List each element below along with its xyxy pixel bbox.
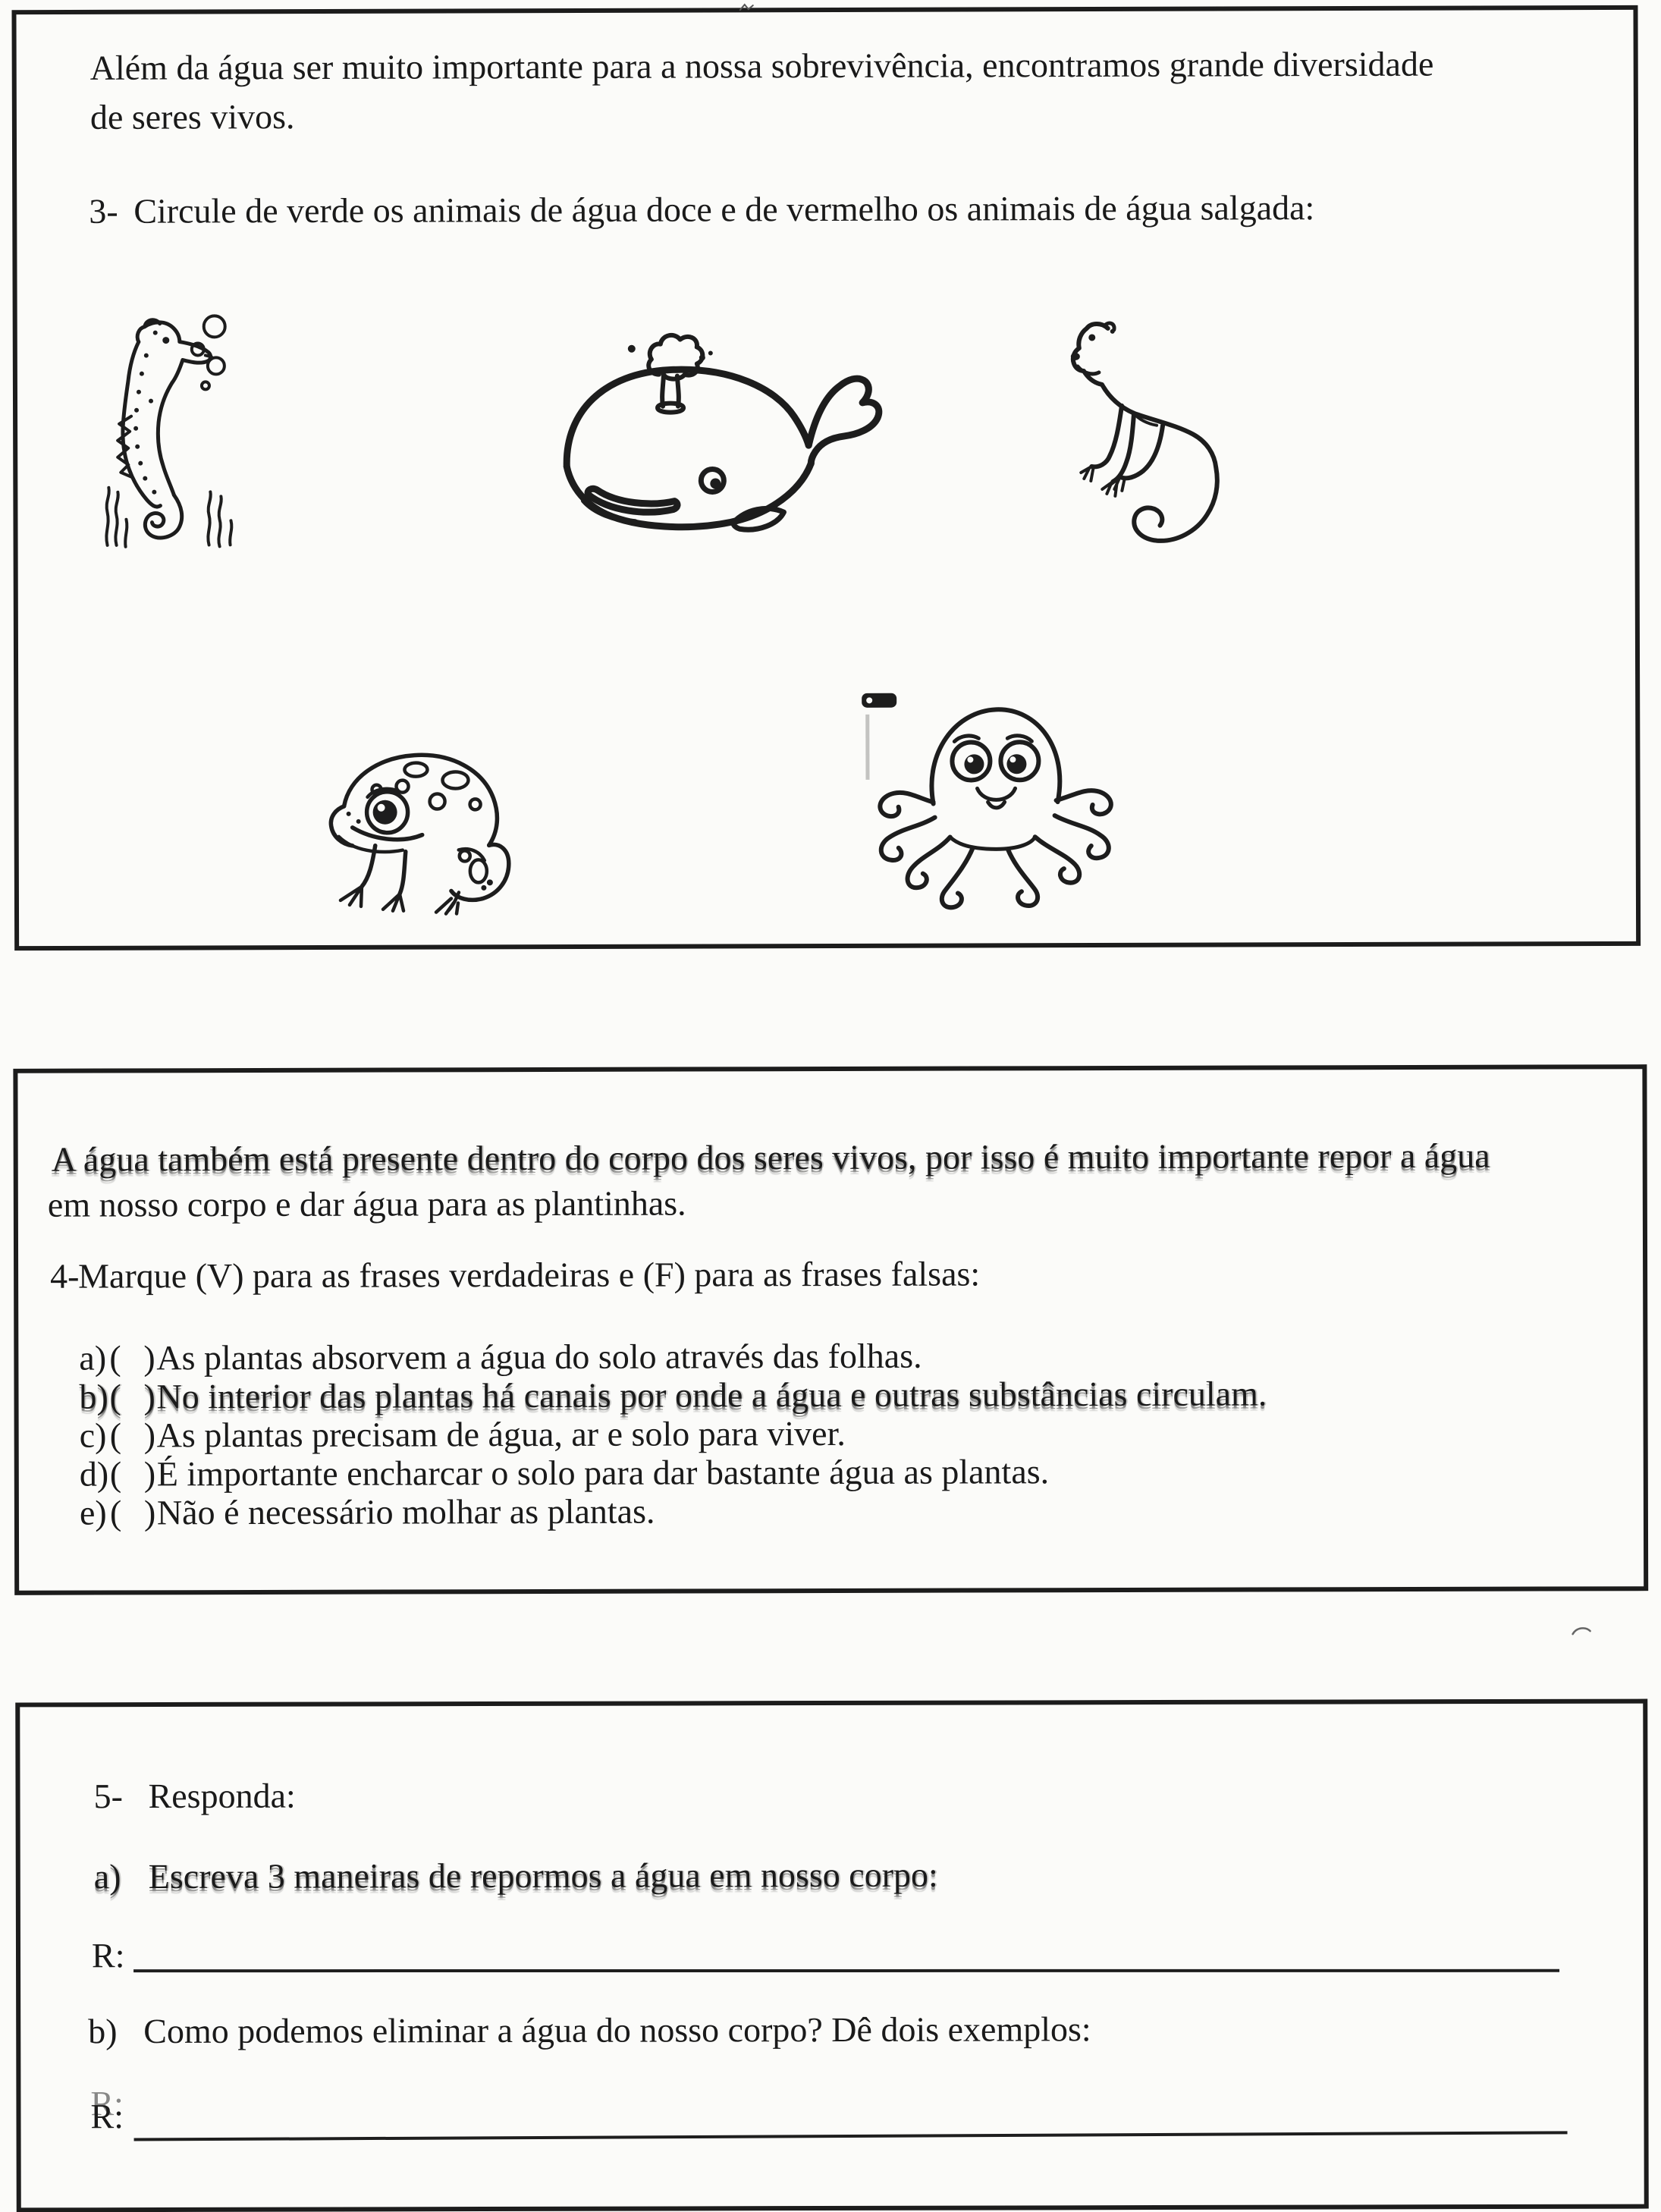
close-paren: ): [143, 1454, 156, 1494]
item-letter: e): [79, 1493, 107, 1532]
scan-speck: [739, 2, 758, 13]
item-5b-text: Como podemos eliminar a água do nosso corpo? Dê dois exemplos:: [143, 2009, 1091, 2051]
section-question-4: [13, 1064, 1648, 1595]
intro-paragraph-line1: Além da água ser muito importante para a nossa sobrevivência, encontramos grande diversidade: [89, 44, 1434, 87]
question-4-text: Marque (V) para as frases verdadeiras e (F) para as frases falsas:: [78, 1254, 981, 1296]
frog-illustration: [302, 730, 515, 916]
question-3-text: Circule de verde os animais de água doce e de vermelho os animais de água salgada:: [133, 188, 1315, 231]
answer-label-1: R:: [91, 1936, 125, 1975]
section-question-5: [15, 1699, 1649, 2212]
item-text: É importante encharcar o solo para dar bastante água as plantas.: [156, 1452, 1050, 1494]
item-letter: d): [79, 1454, 109, 1494]
scan-squiggle-mark: [1571, 1624, 1593, 1638]
item-letter: c): [79, 1415, 107, 1455]
item-5b-letter: b): [88, 2012, 118, 2051]
whale-illustration: [544, 319, 886, 548]
question-4-number: 4-: [50, 1256, 80, 1296]
item-text: No interior das plantas há canais por onde a água e outras substâncias circulam.: [156, 1374, 1267, 1416]
open-paren: (: [109, 1493, 122, 1532]
item-text: As plantas precisam de água, ar e solo para viver.: [156, 1413, 846, 1455]
eye-glint: [967, 756, 973, 762]
open-paren: (: [109, 1415, 122, 1455]
intro-paragraph-line2: de seres vivos.: [89, 97, 295, 137]
close-paren: ): [143, 1377, 155, 1416]
section-question-3: [11, 5, 1641, 950]
watermark-logo: [866, 697, 872, 703]
open-paren: (: [109, 1338, 121, 1378]
item-5a-letter: a): [93, 1857, 121, 1896]
water-paragraph-line1: A água também está presente dentro do corpo dos seres vivos, por isso é muito importante repor a água: [51, 1136, 1490, 1179]
open-paren: (: [109, 1377, 121, 1416]
item-letter: a): [79, 1338, 107, 1378]
close-paren: ): [143, 1338, 155, 1378]
item-text: As plantas absorvem a água do solo através das folhas.: [156, 1336, 922, 1378]
answer-line-2: [134, 2131, 1568, 2141]
question-3-number: 3-: [89, 191, 118, 231]
answer-line-1: [133, 1969, 1559, 1972]
octopus-illustration: [859, 688, 1134, 916]
item-5a-text: Escreva 3 maneiras de repormos a água em nosso corpo:: [148, 1855, 938, 1896]
item-text: Não é necessário molhar as plantas.: [156, 1491, 655, 1532]
answer-label-2: R:: [90, 2097, 124, 2136]
question-5-number: 5-: [93, 1777, 123, 1816]
seahorse-illustration: [101, 309, 242, 555]
water-paragraph-line2: em nosso corpo e dar água para as plantinhas.: [47, 1183, 686, 1224]
close-paren: ): [143, 1415, 156, 1455]
question-5-text: Responda:: [148, 1776, 296, 1816]
item-letter: b): [79, 1377, 108, 1416]
close-paren: ): [143, 1493, 156, 1532]
open-paren: (: [109, 1454, 122, 1494]
otter-illustration: [1049, 305, 1243, 552]
